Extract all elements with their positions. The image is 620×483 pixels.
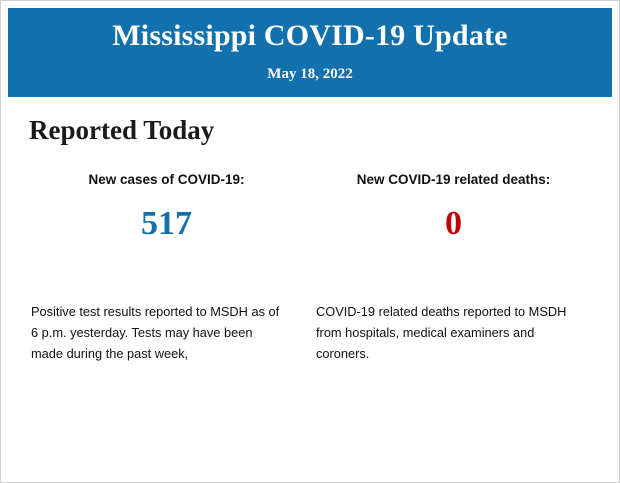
stat-new-cases [23, 172, 310, 241]
report-date: May 18, 2022 [267, 65, 353, 82]
stat-value-new-cases: 517 [141, 204, 192, 242]
section-heading: Reported Today [29, 114, 215, 145]
note-new-cases [23, 301, 310, 364]
stat-new-deaths [310, 172, 597, 241]
stats-row [1, 172, 619, 241]
note-text-new-cases: Positive test results reported to MSDH as of 6 p.m. yesterday. Tests may have been made during the past week, [31, 303, 280, 361]
stat-label-new-deaths: New COVID-19 related deaths: [356, 171, 551, 187]
note-new-deaths [310, 301, 597, 364]
header-banner [8, 8, 612, 97]
stat-label-new-cases: New cases of COVID-19: [88, 171, 245, 187]
page-title: Mississippi COVID-19 Update [112, 19, 508, 52]
stat-value-new-deaths: 0 [445, 204, 462, 242]
note-text-new-deaths: COVID-19 related deaths reported to MSDH from hospitals, medical examiners and coroners. [316, 303, 567, 361]
notes-row [1, 301, 619, 364]
